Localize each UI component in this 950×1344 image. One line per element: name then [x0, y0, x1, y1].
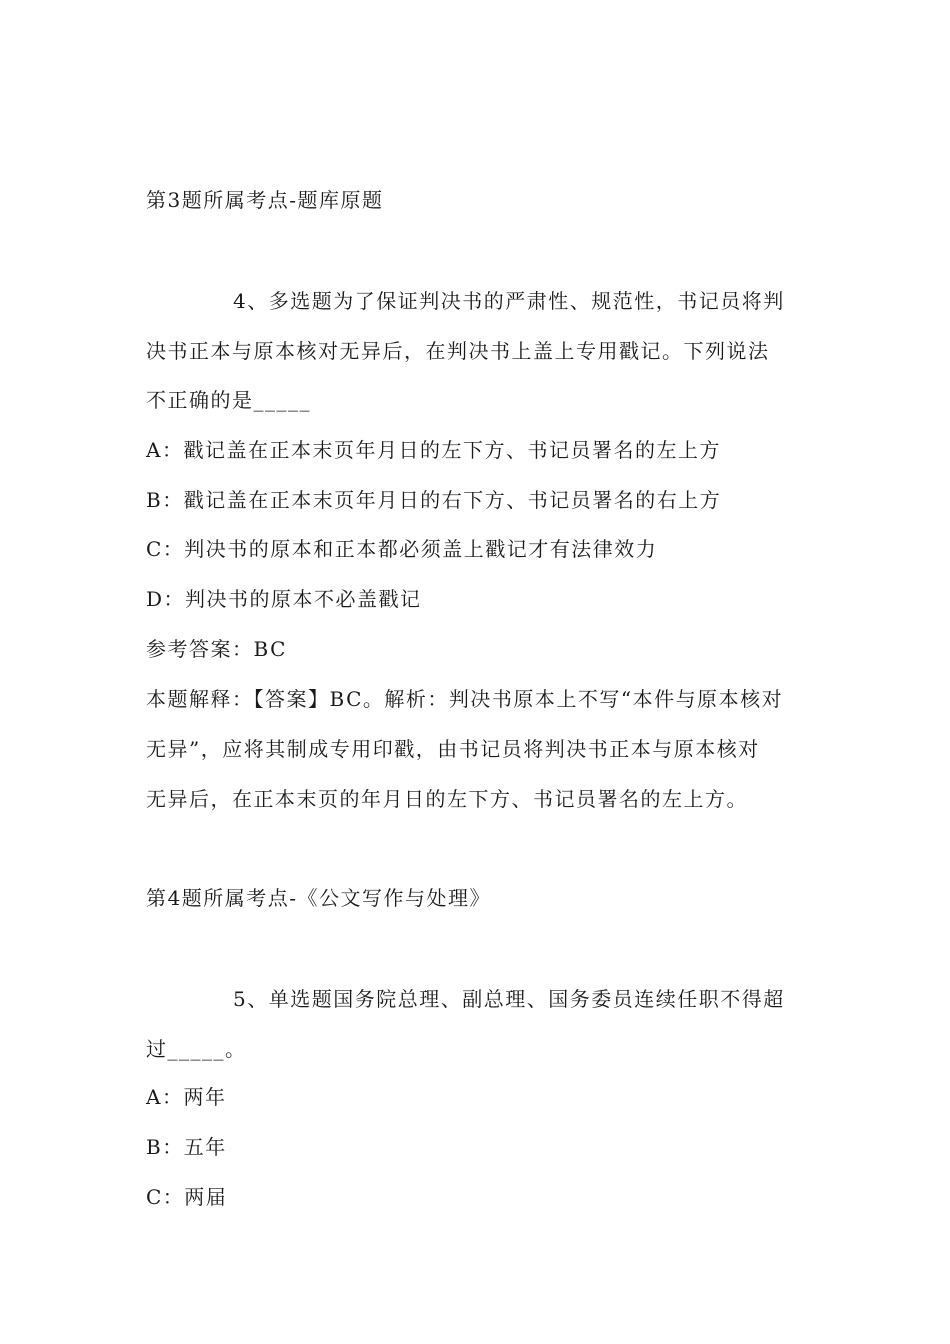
q5-option-c: C：两届: [146, 1185, 228, 1209]
q4-stem-line-1: 4、多选题为了保证判决书的严肃性、规范性，书记员将判: [233, 289, 785, 313]
q4-explanation-line-1: 本题解释：【答案】BC。解析：判决书原本上不写“本件与原本核对: [146, 687, 784, 711]
q5-option-b: B：五年: [146, 1135, 227, 1159]
q5-option-a: A：两年: [146, 1085, 227, 1109]
q4-option-d: D：判决书的原本不必盖戳记: [146, 587, 422, 611]
q4-option-b: B：戳记盖在正本末页年月日的右下方、书记员署名的右上方: [146, 488, 722, 512]
q4-option-c: C：判决书的原本和正本都必须盖上戳记才有法律效力: [146, 537, 658, 561]
q5-stem-line-2: 过_____。: [146, 1037, 247, 1061]
q4-option-a: A：戳记盖在正本末页年月日的左下方、书记员署名的左上方: [146, 438, 721, 462]
q5-stem-line-1: 5、单选题国务院总理、副总理、国务委员连续任职不得超: [233, 987, 785, 1011]
q3-topic-line: 第3题所属考点-题库原题: [146, 188, 384, 212]
q4-stem-line-3: 不正确的是_____: [146, 388, 311, 412]
q4-stem-line-2: 决书正本与原本核对无异后，在判决书上盖上专用戳记。下列说法: [146, 339, 770, 363]
q4-answer: 参考答案：BC: [146, 637, 287, 661]
q4-topic-line: 第4题所属考点-《公文写作与处理》: [146, 886, 491, 910]
q4-explanation-line-2: 无异”，应将其制成专用印戳，由书记员将判决书正本与原本核对: [146, 737, 760, 761]
q4-explanation-line-3: 无异后，在正本末页的年月日的左下方、书记员署名的左上方。: [146, 787, 748, 811]
